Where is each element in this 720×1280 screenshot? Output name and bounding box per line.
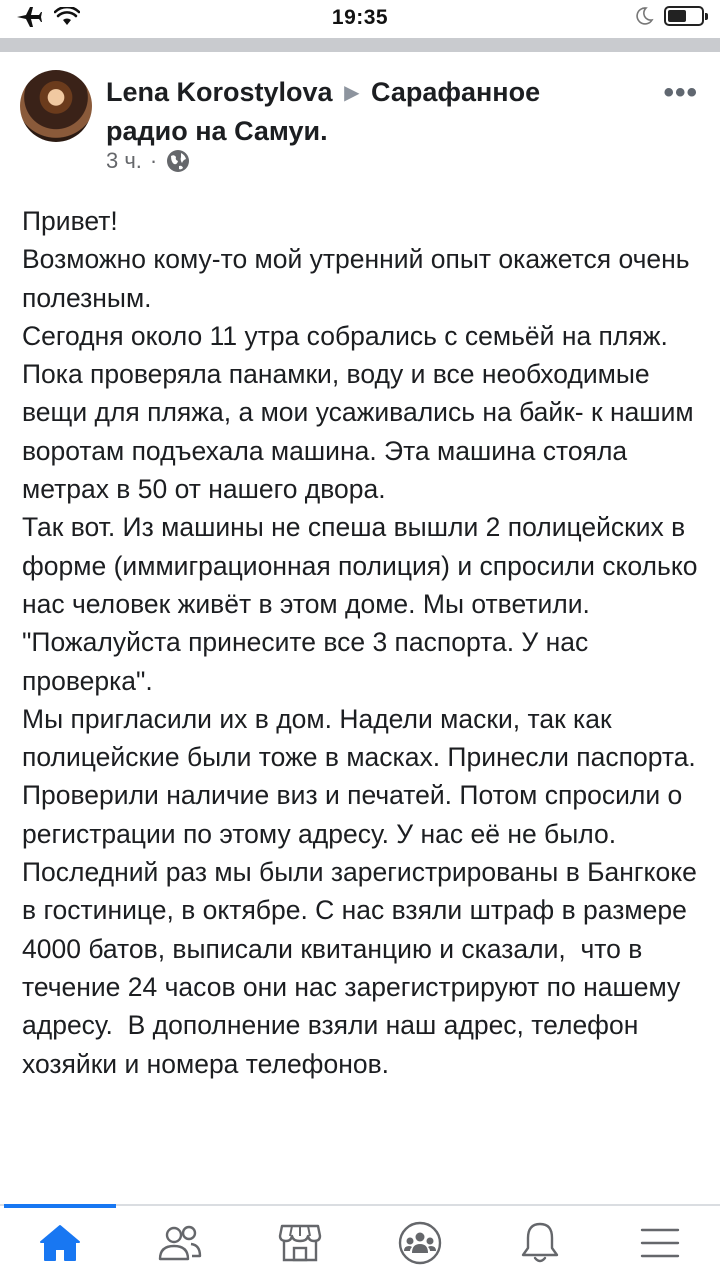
- nav-notifications[interactable]: [480, 1206, 600, 1280]
- status-right: [634, 6, 704, 26]
- battery-icon: [664, 6, 704, 26]
- menu-icon: [640, 1226, 680, 1260]
- post-meta: [106, 148, 191, 174]
- status-bar: [0, 0, 720, 38]
- arrow-right-icon: ▶: [344, 82, 360, 104]
- group-name[interactable]: Сарафанное радио на Самуи.: [106, 77, 541, 146]
- moon-icon: [634, 6, 654, 26]
- more-options-button[interactable]: •••: [663, 76, 698, 109]
- nav-menu[interactable]: [600, 1206, 720, 1280]
- author-name[interactable]: Lena Korostylova: [106, 77, 333, 107]
- post-text: [22, 202, 702, 1083]
- meta-separator: ·: [149, 148, 158, 173]
- avatar[interactable]: [20, 70, 92, 142]
- nav-groups[interactable]: [360, 1206, 480, 1280]
- friends-icon: [156, 1223, 204, 1263]
- groups-icon: [397, 1220, 443, 1266]
- bottom-nav: [0, 1206, 720, 1280]
- status-time: 19:35: [331, 6, 389, 29]
- nav-friends[interactable]: [120, 1206, 240, 1280]
- feed-separator: [0, 38, 720, 52]
- nav-marketplace[interactable]: [240, 1206, 360, 1280]
- post-header-title: [106, 74, 626, 149]
- notifications-bell-icon: [519, 1220, 561, 1266]
- marketplace-icon: [277, 1222, 323, 1264]
- post-time[interactable]: 3 ч.: [106, 148, 142, 173]
- post-body-text: Привет! Возможно кому-то мой утренний опыт окажется очень полезным. Сегодня около 11 утра собрались с семьёй на пляж. Пока проверяла панамки, воду и все необходимые вещи для пляжа, а мои усаживались на байк- к нашим воротам подъехала машина. Эта машина стояла метрах в 50 от нашего двора. Так вот. Из машины не спеша вышли 2 полицейских в форме (иммиграционная полиция) и спросили сколько нас человек живёт в этом доме. Мы ответили. "Пожалуйста принесите все 3 паспорта. У нас проверка". Мы пригласили их в дом. Надели маски, так как полицейские были тоже в масках. Принесли паспорта. Проверили наличие виз и печатей. Потом спросили о регистрации по этому адресу. У нас её не было. Последний раз мы были зарегистрированы в Бангкоке в гостинице, в октябре. С нас взяли штраф в размере 4000 батов, выписали квитанцию и сказали, что в течение 24 часов они нас зарегистрируют по нашему адресу. В дополнение взяли наш адрес, телефон хозяйки и номера телефонов.: [22, 206, 698, 1079]
- home-icon: [38, 1223, 82, 1263]
- globe-icon: [165, 148, 191, 174]
- nav-home[interactable]: [0, 1206, 120, 1280]
